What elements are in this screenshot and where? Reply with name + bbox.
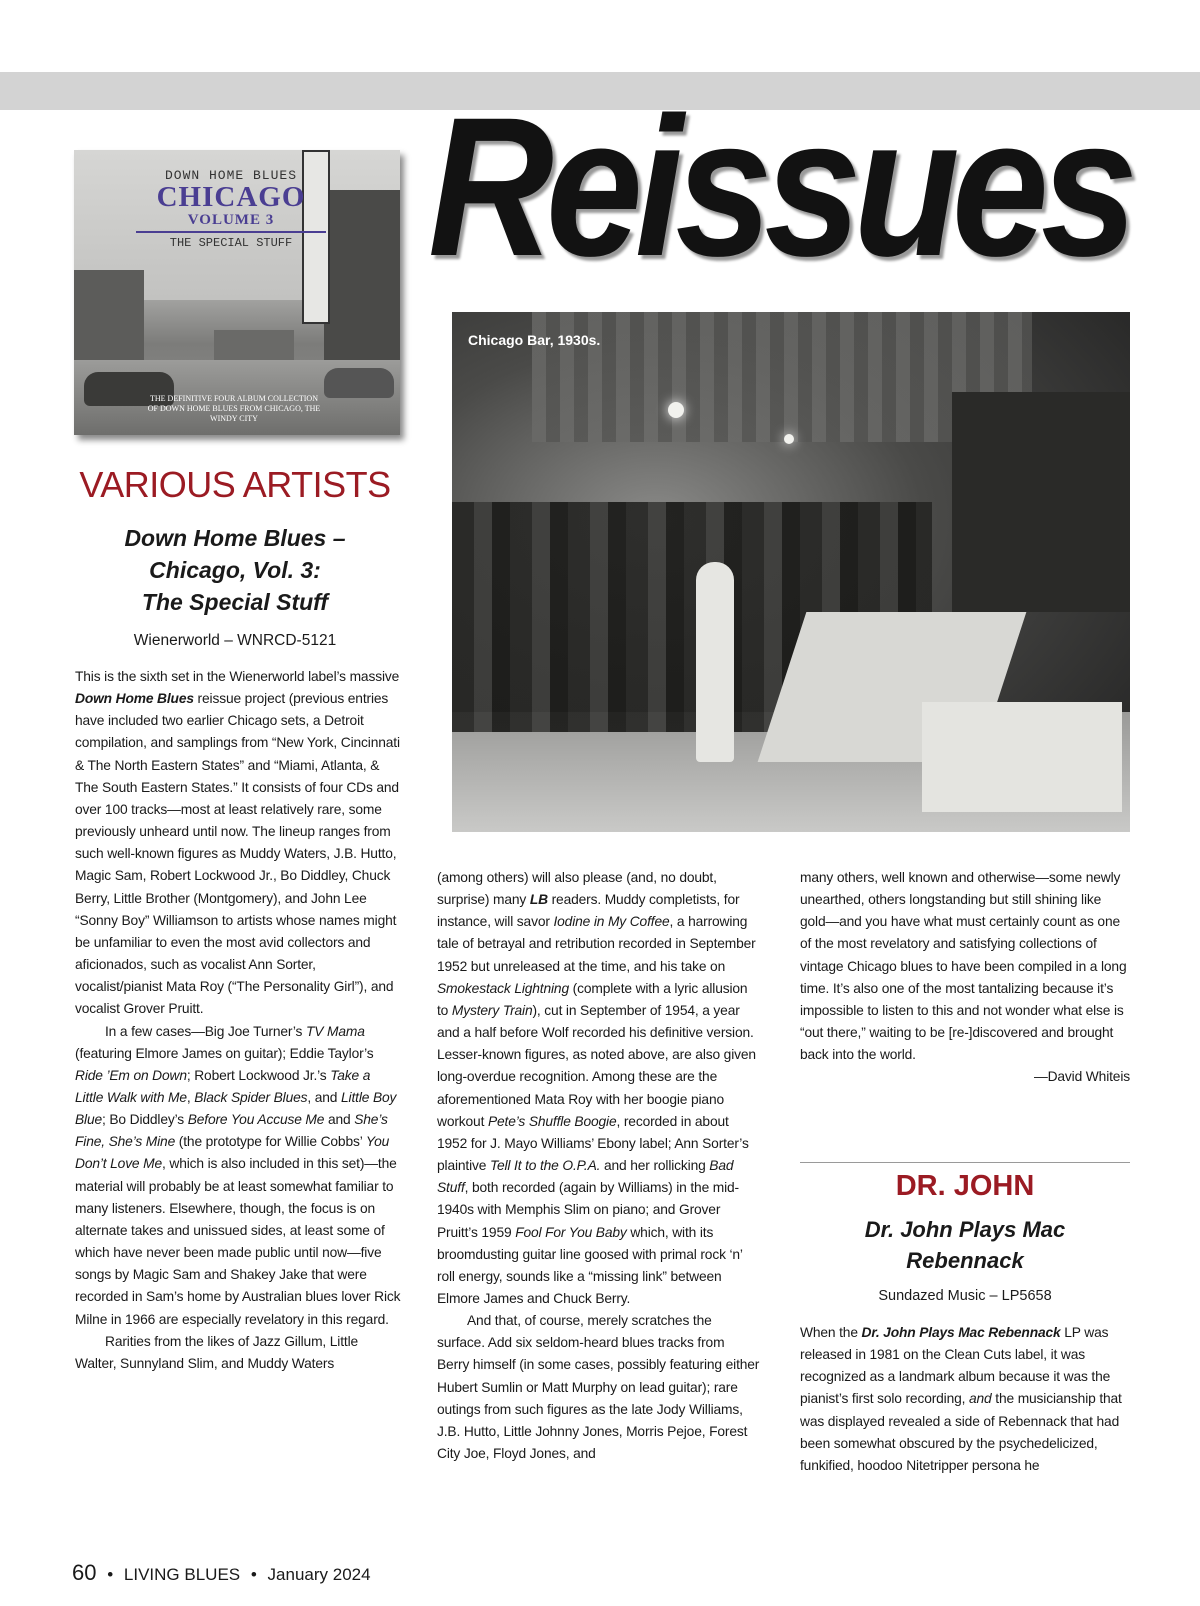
review-album-title xyxy=(800,1214,1130,1276)
album-title-line: Dr. John Plays Mac xyxy=(864,1217,1066,1242)
album-title-line: Rebennack xyxy=(906,1248,1024,1273)
paragraph xyxy=(437,867,760,1310)
text-run: reissue project (previous entries have included two earlier Chicago sets, a Detroit compilation, and samplings from “New York, Cincinnati & The North Eastern States” and “Miami, Atlanta, & The South Eastern States.” It consists of four CDs and over 100 tracks—most at least relatively rare, some previously unheard until now. The lineup ranges from such well-known figures as Muddy Waters, J.B. Hutto, Magic Sam, Robert Lockwood Jr., Bo Diddley, Chuck Berry, Little Brother (Montgomery), and John Lee “Sonny Boy” Williamson to artists whose names might be unfamiliar to even the most avid collectors and aficionados, such as vocalist Ann Sorter, vocalist/pianist Mata Roy (“The Personality Girl”), and vocalist Grover Pruitt. xyxy=(75,691,400,1017)
text-run-italic: Mystery Train xyxy=(451,1002,533,1018)
text-run-italic: Fool For You Baby xyxy=(515,1224,627,1240)
text-run-italic: Smokestack Lightning xyxy=(437,980,569,996)
text-run-bold-italic: LB xyxy=(529,892,548,908)
footer-separator: • xyxy=(250,1565,257,1584)
paragraph xyxy=(75,1021,401,1331)
review-artist-heading: VARIOUS ARTISTS xyxy=(79,464,391,505)
text-run: (complete with a lyric allusion to xyxy=(437,980,748,1018)
text-run-italic: Tell It to the O.P.A. xyxy=(489,1158,601,1174)
cover-tagline: THE DEFINITIVE FOUR ALBUM COLLECTION OF DOWN HOME BLUES FROM CHICAGO, THE WINDY CITY xyxy=(147,394,321,423)
text-run-italic: Bad Stuff xyxy=(437,1158,734,1196)
page-footer xyxy=(72,1560,371,1586)
page-number: 60 xyxy=(72,1560,97,1585)
text-run: , both recorded (again by Williams) in the mid-1940s with Memphis Slim on piano; and Grover Pruitt’s 1959 xyxy=(437,1180,740,1240)
photo-woman-in-white xyxy=(696,562,734,762)
text-run: , and xyxy=(307,1089,342,1105)
text-run: ; Bo Diddley’s xyxy=(102,1112,188,1128)
text-run: which, with its broomdusting guitar line goosed with primal rock ‘n’ roll energy, sounds like a “missing link” between Elmore James and Chuck Berry. xyxy=(437,1224,743,1306)
text-run-bold-italic: Down Home Blues xyxy=(75,691,194,707)
text-run: (among others) will also please (and, no doubt, surprise) many xyxy=(437,870,717,908)
album-title-line: Down Home Blues – xyxy=(124,525,346,551)
text-run: , which is also included in this set)—the material will probably be at least somewhat familiar to many listeners. Elsewhere, though, the focus is on alternate takes and unissued sides, at least some of which have never been made public until now—five songs by Magic Sam and Shakey Jake that were recorded in Sam’s home by Australian blues lover Rick Milne in 1966 are especially revelatory in this regard. xyxy=(75,1156,401,1327)
review-divider-rule xyxy=(800,1162,1130,1163)
review-artist-heading: DR. JOHN xyxy=(895,1170,1035,1202)
text-run: When the xyxy=(800,1325,862,1340)
text-run: the musicianship that was displayed revealed a side of Rebennack that had been somewhat obscured by the psychedelicized, funkified, hoodoo Nitetripper persona he xyxy=(800,1391,1122,1473)
review-column-1 xyxy=(75,666,401,1375)
paragraph: And that, of course, merely scratches the surface. Add six seldom-heard blues tracks from Berry himself (in some cases, possibly featuring either Hubert Sumlin or Matt Murphy on lead guitar); rare outings from such figures as the late Jody Williams, J.B. Hutto, Little Johnny Jones, Morris Pejoe, Forest City Joe, Floyd Jones, and xyxy=(437,1313,760,1462)
chicago-bar-photo xyxy=(452,312,1130,832)
photo-ceiling-lamp xyxy=(668,402,684,418)
paragraph: Rarities from the likes of Jazz Gillum, Little Walter, Sunnyland Slim, and Muddy Waters xyxy=(75,1333,359,1371)
text-run: ; Robert Lockwood Jr.’s xyxy=(186,1067,331,1083)
review-column-4 xyxy=(800,1322,1130,1477)
magazine-name: LIVING BLUES xyxy=(123,1565,241,1584)
cover-subtitle: THE SPECIAL STUFF xyxy=(169,236,293,250)
text-run-italic: She’s Fine, She’s Mine xyxy=(75,1112,388,1150)
review-album-title xyxy=(72,522,398,618)
review-byline: —David Whiteis xyxy=(1033,1069,1130,1085)
cover-series-title: DOWN HOME BLUES xyxy=(164,168,298,183)
text-run: , xyxy=(186,1089,195,1105)
review-label-catalog: Sundazed Music – LP5658 xyxy=(878,1288,1052,1304)
text-run-bold-italic: Dr. John Plays Mac Rebennack xyxy=(861,1325,1061,1340)
text-run-italic: Black Spider Blues xyxy=(194,1089,308,1105)
text-run-italic: Little Boy Blue xyxy=(75,1089,397,1128)
text-run: ), cut in September of 1954, a year and a half before Wolf recorded his definitive version. Lesser-known figures, as noted above, are also given long-overdue recognition. Among these are the aforementioned Mata Roy with her boogie piano workout xyxy=(437,1002,756,1129)
text-run: (the prototype for Willie Cobbs’ xyxy=(175,1134,366,1150)
text-run-italic: Iodine in My Coffee xyxy=(553,914,670,930)
text-run-italic: Before You Accuse Me xyxy=(187,1112,325,1128)
cover-volume: VOLUME 3 xyxy=(136,212,326,233)
photo-caption: Chicago Bar, 1930s. xyxy=(468,332,601,348)
review-label-catalog: Wienerworld – WNRCD-5121 xyxy=(133,632,337,649)
section-masthead: Reissues xyxy=(428,76,1130,297)
text-run: , a harrowing tale of betrayal and retribution recorded in September 1952 but unreleased at the time, and his take on xyxy=(437,914,756,974)
review-column-3 xyxy=(800,867,1130,1089)
photo-back-bar-shelf xyxy=(952,392,1130,612)
text-run: This is the sixth set in the Wienerworld label’s massive xyxy=(75,669,400,684)
text-run-italic: Pete’s Shuffle Boogie xyxy=(487,1113,617,1129)
photo-ceiling-lamp xyxy=(784,434,794,444)
cover-title-block xyxy=(136,168,326,250)
issue-date: January 2024 xyxy=(267,1565,371,1584)
paragraph: many others, well known and otherwise—some newly unearthed, others longstanding but still shining like gold—and you have what must certainly count as one of the most revelatory and satisfying collections of vintage Chicago blues to have been compiled in a long time. It’s also one of the most tantalizing because it’s impossible to listen to this and not wonder what else is “out there,” waiting to be [re-]discovered and brought back into the world. xyxy=(800,870,1127,1063)
text-run: In a few cases—Big Joe Turner’s xyxy=(105,1023,306,1039)
paragraph xyxy=(800,1322,1130,1477)
text-run: (featuring Elmore James on guitar); Eddie Taylor’s xyxy=(75,1045,374,1061)
review-column-2 xyxy=(437,867,760,1465)
text-run: readers. Muddy completists, for instance, will savor xyxy=(437,892,740,930)
album-cover-image xyxy=(74,150,400,435)
footer-separator: • xyxy=(107,1565,114,1584)
text-run: LP was released in 1981 on the Clean Cuts label, it was recognized as a landmark album because it was the pianist’s first solo recording, xyxy=(800,1325,1111,1407)
album-title-line: The Special Stuff xyxy=(141,589,329,615)
paragraph xyxy=(75,666,401,1021)
text-run: and her rollicking xyxy=(600,1158,710,1174)
text-run-italic: Take a Little Walk with Me xyxy=(75,1067,371,1105)
text-run-italic: and xyxy=(969,1391,992,1407)
album-title-line: Chicago, Vol. 3: xyxy=(149,557,321,583)
cover-car-right xyxy=(324,368,394,398)
cover-building-right xyxy=(324,190,400,380)
photo-front-counter xyxy=(922,702,1122,812)
text-run: and xyxy=(324,1112,355,1128)
text-run-italic: You Don’t Love Me xyxy=(75,1134,390,1172)
text-run-italic: TV Mama xyxy=(305,1023,365,1039)
cover-city-title: CHICAGO xyxy=(156,181,306,213)
text-run-italic: Ride ’Em on Down xyxy=(75,1067,187,1083)
text-run: , recorded in about 1952 for J. Mayo Williams’ Ebony label; Ann Sorter’s plaintive xyxy=(437,1113,749,1174)
